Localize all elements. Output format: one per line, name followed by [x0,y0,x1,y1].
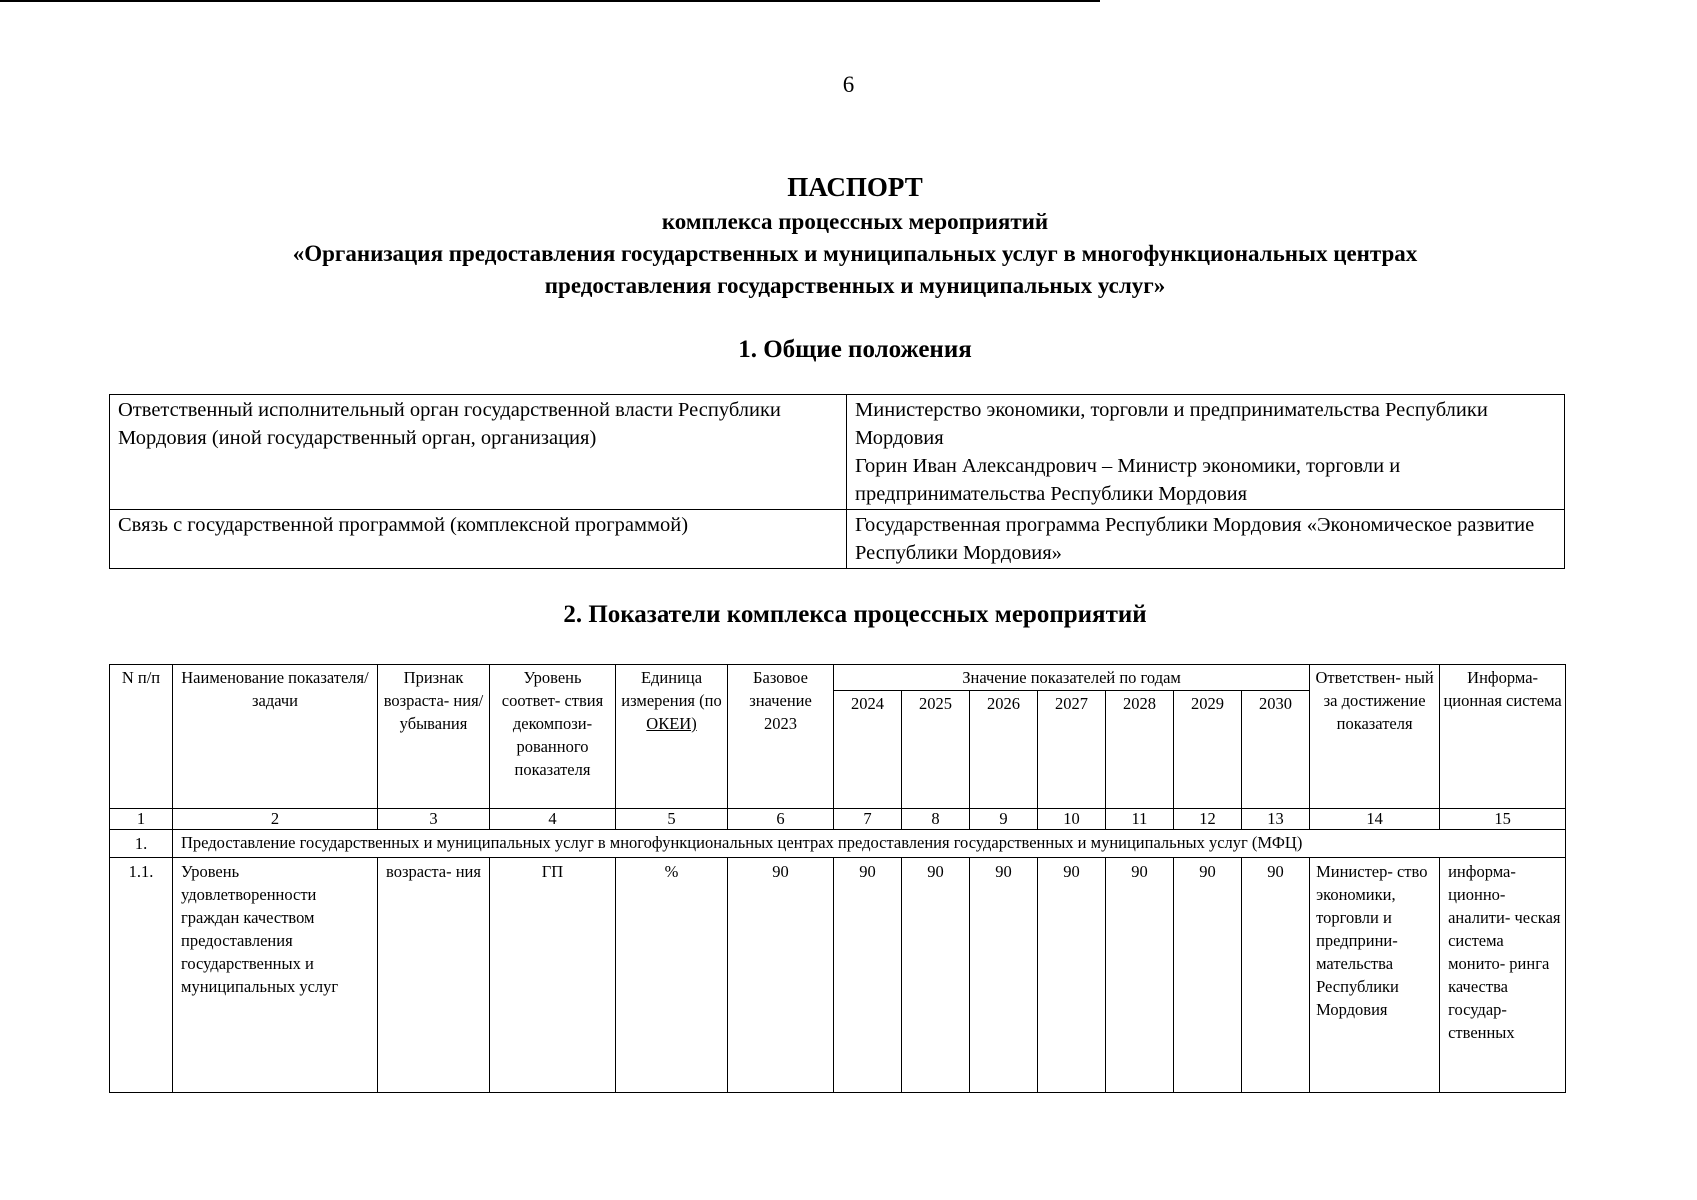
column-number: 6 [728,809,834,830]
col-header-years-group: Значение показателей по годам [834,665,1310,691]
col-header-year: 2030 [1242,691,1310,809]
okei-link: ОКЕИ) [646,714,697,733]
col-header-info-system: Информа- ционная система [1440,665,1566,809]
indicator-year-value: 90 [902,858,970,1093]
task-number: 1. [110,830,173,858]
indicator-row [110,858,1566,1093]
column-number: 11 [1106,809,1174,830]
col-header-sign: Признак возраста- ния/ убывания [378,665,490,809]
column-number: 9 [970,809,1038,830]
col-header-level: Уровень соответ- ствия декомпози- рованного показателя [490,665,616,809]
general-row-responsible [110,395,1565,510]
indicator-base-value: 90 [728,858,834,1093]
column-number: 2 [173,809,378,830]
column-number: 15 [1440,809,1566,830]
header-row-1 [110,665,1566,691]
indicator-sign: возраста- ния [378,858,490,1093]
task-text: Предоставление государственных и муниципальных услуг в многофункциональных центрах предоставления государственных и муниципальных услуг (МФЦ) [173,830,1566,858]
subtitle-line-2: «Организация предоставления государственных и муниципальных услуг в многофункциональных центрах [292,241,1418,266]
general-label-program: Связь с государственной программой (комплексной программой) [110,510,847,569]
col-header-name: Наименование показателя/задачи [173,665,378,809]
col-header-year: 2024 [834,691,902,809]
col-header-number: N п/п [110,665,173,809]
col-header-year: 2029 [1174,691,1242,809]
document-subtitle [100,206,1610,302]
subtitle-line-1: комплекса процессных мероприятий [661,209,1049,234]
general-provisions-table [109,394,1565,569]
col-header-base: Базовое значение 2023 [728,665,834,809]
task-row [110,830,1566,858]
column-number: 13 [1242,809,1310,830]
indicator-unit: % [616,858,728,1093]
col-header-year: 2025 [902,691,970,809]
column-number: 1 [110,809,173,830]
general-value-program: Государственная программа Республики Мордовия «Экономическое развитие Республики Мордовия» [847,510,1565,569]
col-header-year: 2026 [970,691,1038,809]
indicator-number: 1.1. [110,858,173,1093]
column-number: 5 [616,809,728,830]
responsible-ministry: Министерство экономики, торговли и предпринимательства Республики Мордовия [855,399,1488,449]
subtitle-line-3: предоставления государственных и муниципальных услуг» [544,273,1166,298]
col-header-year: 2027 [1038,691,1106,809]
top-edge-line [0,0,1100,2]
indicators-table [109,664,1566,1093]
column-number: 3 [378,809,490,830]
indicator-year-value: 90 [1174,858,1242,1093]
indicator-year-value: 90 [834,858,902,1093]
indicator-level: ГП [490,858,616,1093]
general-label-responsible: Ответственный исполнительный орган государственной власти Республики Мордовия (иной государственный орган, организация) [110,395,847,510]
indicator-year-value: 90 [1106,858,1174,1093]
column-number: 8 [902,809,970,830]
indicator-info-system: информа- ционно- аналити- ческая система монито- ринга качества государ- ственных [1440,858,1566,1093]
indicator-name: Уровень удовлетворенности граждан качеством предоставления государственных и муниципальных услуг [173,858,378,1093]
indicator-year-value: 90 [1038,858,1106,1093]
document-title: ПАСПОРТ [787,172,923,202]
column-number: 7 [834,809,902,830]
indicator-year-value: 90 [970,858,1038,1093]
column-number: 12 [1174,809,1242,830]
column-number: 10 [1038,809,1106,830]
page-number: 6 [842,72,855,97]
section-2-heading: 2. Показатели комплекса процессных мероприятий [563,601,1147,628]
column-numbers-row [110,809,1566,830]
col-header-responsible: Ответствен- ный за достижение показателя [1310,665,1440,809]
unit-header-text: Единица измерения (по [621,668,722,710]
responsible-minister: Горин Иван Александрович – Министр экономики, торговли и предпринимательства Республики Мордовия [855,455,1401,505]
col-header-year: 2028 [1106,691,1174,809]
column-number: 14 [1310,809,1440,830]
indicator-year-value: 90 [1242,858,1310,1093]
general-row-program [110,510,1565,569]
section-1-heading: 1. Общие положения [738,336,972,363]
col-header-unit [616,665,728,809]
column-number: 4 [490,809,616,830]
indicator-responsible: Министер- ство экономики, торговли и предприни- мательства Республики Мордовия [1310,858,1440,1093]
general-value-responsible [847,395,1565,510]
